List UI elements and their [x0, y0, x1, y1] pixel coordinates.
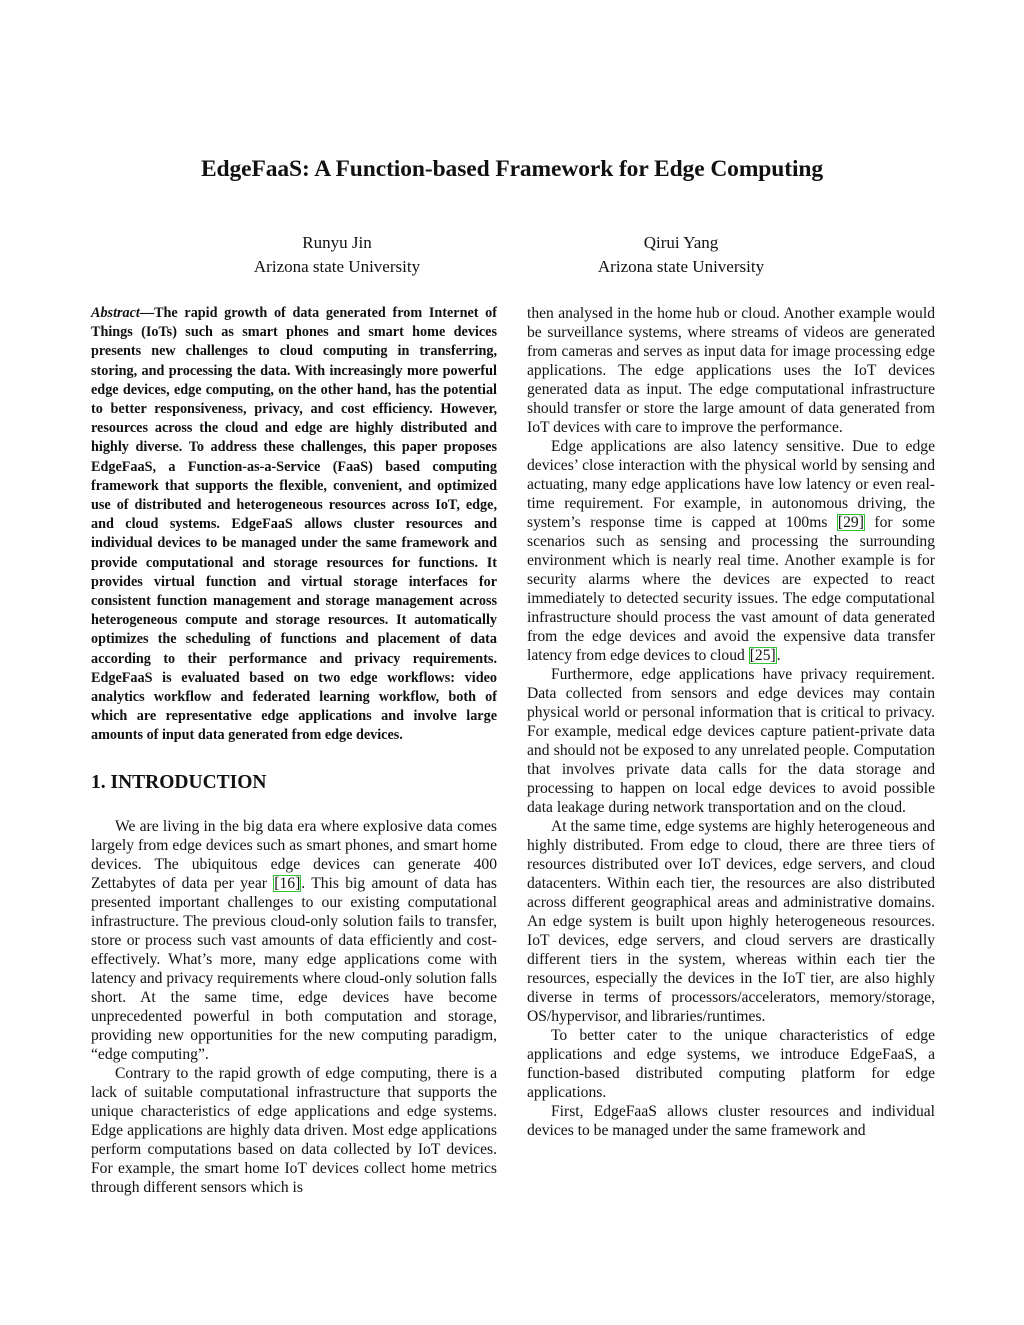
author-1-affiliation: Arizona state University	[253, 257, 421, 276]
citation-link-25[interactable]: [25]	[749, 647, 776, 664]
author-2	[521, 231, 841, 279]
paper-title: EdgeFaaS: A Function-based Framework for Edge Computing	[200, 156, 824, 182]
right-column	[527, 304, 935, 1140]
citation-link-16[interactable]: [16]	[274, 874, 301, 892]
right-p1-text-a: Edge applications are also latency sensitive. Due to edge devices’ close interaction with the physical world by sensing and actuating, many edge applications have low latency or even real-time requirement. For example, in autonomous driving, the system’s response time is capped at 100ms	[527, 438, 935, 531]
intro-paragraph-2: Contrary to the rapid growth of edge computing, there is a lack of suitable computational infrastructure that supports the unique characteristics of edge applications and edge systems. Edge applications are highly data driven. Most edge applications perform computations based on data collected by IoT devices. For example, the smart home IoT devices collect home metrics through different sensors which is	[91, 1064, 497, 1196]
intro-paragraph-1	[91, 817, 497, 1064]
right-paragraph-2: Furthermore, edge applications have privacy requirement. Data collected from sensors and edge devices may contain physical world or personal information that is critical to privacy. For example, medical edge devices capture patient-private data and should not be exposed to any unrelated people. Computation that involves private data calls for the data storage and processing to happen on local edge devices to avoid possible data leakage during network transportation and on the cloud.	[527, 666, 935, 816]
left-column	[91, 304, 497, 1197]
right-paragraph-0: then analysed in the home hub or cloud. Another example would be surveillance systems, where streams of videos are generated from cameras and serves as input data for image processing edge applications. The edge applications uses the IoT devices generated data as input. The edge computational infrastructure should transfer or store the large amount of data generated from IoT devices with care to improve the performance.	[527, 305, 935, 436]
abstract-lead: Abstract	[91, 305, 140, 321]
abstract	[91, 304, 497, 746]
author-2-name: Qirui Yang	[643, 233, 719, 252]
right-paragraph-1	[527, 437, 935, 665]
citation-link-29[interactable]: [29]	[837, 514, 864, 531]
abstract-text: —The rapid growth of data generated from Internet of Things (IoTs) such as smart phones and smart home devices presents new challenges to cloud computing in transferring, storing, and processing the data. With increasingly more powerful edge devices, edge computing, on the other hand, has the potential to better responsiveness, privacy, and cost efficiency. However, resources across the cloud and edge are highly distributed and highly diverse. To address these challenges, this paper proposes EdgeFaaS, a Function-as-a-Service (FaaS) based computing framework that supports the flexible, convenient, and optimized use of distributed and heterogeneous resources across IoT, edge, and cloud systems. EdgeFaaS allows cluster resources and individual devices to be managed under the same framework and provide computational and storage resources for functions. It provides virtual function and virtual storage interfaces for consistent function management and storage management across heterogeneous compute and storage resources. It automatically optimizes the scheduling of functions and placement of data according to their performance and privacy requirements. EdgeFaaS is evaluated based on two edge workflows: video analytics workflow and federated learning workflow, both of which are representative edge applications and involve large amounts of input data generated from edge devices.	[91, 305, 497, 744]
right-paragraph-3: At the same time, edge systems are highly heterogeneous and highly distributed. From edge to cloud, there are three tiers of resources distributed over IoT devices, edge servers, and cloud datacenters. Within each tier, the resources are also distributed across different geographical areas and administrative domains. An edge system is built upon highly heterogeneous resources. IoT devices, edge servers, and cloud servers are drastically different tiers in the system, whereas within each tier the resources, especially the devices in the IoT tier, are also highly diverse in terms of processors/accelerators, memory/storage, OS/hypervisor, and libraries/runtimes.	[527, 818, 935, 1025]
intro-p1-text-a: We are living in the big data era where explosive data comes largely from edge devices such as smart phones, and smart home devices. The ubiquitous edge devices can generate 400 Zettabytes of data per year	[91, 817, 497, 892]
right-paragraph-5: First, EdgeFaaS allows cluster resources and individual devices to be managed under the same framework and	[527, 1103, 935, 1139]
right-p1-text-b: for some scenarios such as sensing and processing the surrounding environment which is nearly real time. Another example is for security alarms where the devices are expected to react immediately to detected security issues. The edge computational infrastructure should process the vast amount of data generated from the edge devices and avoid the expensive data transfer latency from edge devices to cloud	[527, 514, 935, 664]
intro-p1-text-b: . This big amount of data has presented important challenges to our existing computational infrastructure. The previous cloud-only solution fails to transfer, store or process such vast amounts of data efficiently and cost-effectively. What’s more, many edge applications come with latency and privacy requirements where cloud-only solution falls short. At the same time, edge devices have become unprecedented powerful in both computation and storage, providing new opportunities for the new computing paradigm, “edge computing”.	[91, 874, 497, 1063]
author-2-affiliation: Arizona state University	[597, 257, 765, 276]
right-p1-text-c: .	[776, 647, 781, 664]
author-1-name: Runyu Jin	[302, 233, 372, 252]
right-paragraph-4: To better cater to the unique characteristics of edge applications and edge systems, we introduce EdgeFaaS, a function-based distributed computing platform for edge applications.	[527, 1027, 935, 1101]
section-heading-introduction: 1. INTRODUCTION	[91, 771, 267, 793]
author-1	[177, 231, 497, 279]
